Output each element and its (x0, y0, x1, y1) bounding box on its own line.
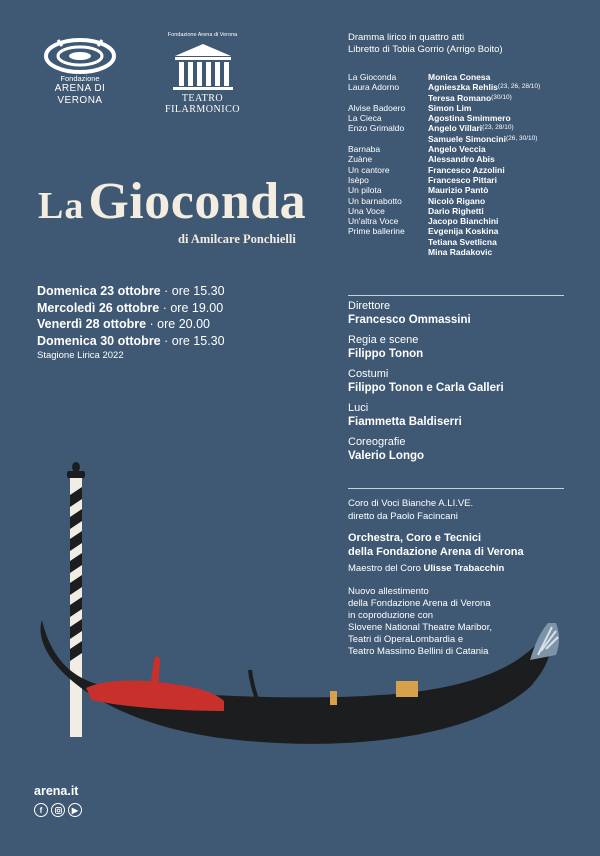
credit-label: Direttore (348, 300, 391, 312)
arena-logo-name: ARENA DI VERONA (54, 83, 106, 106)
youtube-icon[interactable]: ▶ (68, 803, 82, 817)
cast-row (348, 123, 588, 133)
cast-row (348, 196, 588, 206)
credit-luci (348, 402, 578, 429)
cast-row (348, 237, 588, 247)
title-main: Gioconda (88, 173, 307, 230)
prod-line: Teatri di OperaLombardia e (348, 634, 464, 645)
cast-singer: Alessandro Abis (428, 154, 495, 165)
orchestra-line1: Orchestra, Coro e Tecnici (348, 532, 482, 544)
credit-label: Coreografie (348, 436, 406, 448)
cast-row (348, 154, 588, 164)
cast-singer: Agostina Smimmero (428, 113, 511, 124)
teatro-logo-name: TEATRO FILARMONICO (165, 93, 240, 115)
cast-row (348, 113, 588, 123)
season-label: Stagione Lirica 2022 (37, 350, 124, 361)
cast-singer: Francesco Pittari (428, 174, 497, 185)
credit-costumi (348, 368, 578, 395)
cast-role: Un pilota (348, 185, 382, 196)
cast-singer: Maurizio Pantò (428, 185, 489, 196)
cast-dates-note: (23, 28/10) (482, 124, 514, 132)
credit-label: Regia e scene (348, 334, 419, 346)
gondola-ferro (530, 623, 559, 660)
prod-line: della Fondazione Arena di Verona (348, 598, 491, 609)
composer: di Amilcare Ponchielli (178, 232, 296, 246)
cast-singer: Evgenija Koskina (428, 226, 499, 237)
cast-row (348, 134, 588, 144)
date-day: Domenica 30 ottobre (37, 333, 161, 348)
social-links (34, 803, 82, 817)
date-row (37, 316, 225, 333)
cast-row (348, 226, 588, 236)
credit-direttore (348, 300, 578, 327)
website-link[interactable]: arena.it (34, 784, 79, 798)
maestro-label: Maestro del Coro (348, 563, 424, 574)
cast-singer: Simon Lim (428, 102, 472, 113)
cast-role: Un barnabotto (348, 195, 402, 206)
cast-role: Una Voce (348, 205, 385, 216)
cast-role: Un'altra Voce (348, 216, 399, 227)
cast-singer: Tetiana Svetlicna (428, 236, 497, 247)
cast-dates-note: (26, 30/10) (505, 134, 538, 142)
theatre-facade-icon (171, 42, 235, 92)
cast-singer: Dario Righetti (428, 205, 484, 216)
cast-row (348, 175, 588, 185)
prod-line: Slovene National Theatre Maribor, (348, 622, 492, 633)
credit-name: Filippo Tonon e Carla Galleri (348, 382, 504, 394)
credit-name: Francesco Ommassini (348, 314, 471, 326)
cast-row (348, 72, 588, 82)
cast-dates-note: (30/10) (491, 93, 512, 101)
date-day: Mercoledì 26 ottobre (37, 300, 160, 315)
arena-amphitheatre-icon (44, 34, 116, 74)
cast-role: Alvise Badoero (348, 102, 406, 113)
cast-singer: Nicolò Rigano (428, 195, 486, 206)
cast-singer: Angelo Villari (428, 123, 483, 134)
cast-row (348, 216, 588, 226)
arena-logo-fondazione: Fondazione (60, 74, 100, 83)
opera-intro (348, 32, 503, 56)
date-row (37, 283, 225, 300)
credit-name: Valerio Longo (348, 450, 425, 462)
facebook-icon[interactable]: f (34, 803, 48, 817)
cast-singer: Monica Conesa (428, 72, 491, 82)
coro-director: diretto da Paolo Facincani (348, 511, 458, 522)
date-day: Domenica 23 ottobre (37, 284, 161, 298)
cast-row (348, 247, 588, 257)
cast-role: Isèpo (348, 174, 369, 185)
teatro-filarmonico-logo[interactable] (145, 32, 260, 115)
cast-singer: Francesco Azzolini (428, 164, 505, 175)
cast-role: Prime ballerine (348, 226, 405, 237)
credit-name: Filippo Tonon (348, 348, 424, 360)
arena-di-verona-logo[interactable] (32, 34, 128, 107)
mooring-pole (67, 462, 85, 737)
date-time: · ore 20.00 (146, 317, 210, 331)
title-article: La (38, 185, 85, 227)
teatro-logo-fondazione: Fondazione Arena di Verona (167, 32, 238, 38)
cast-role (348, 247, 428, 257)
cast-role: La Cieca (348, 113, 382, 124)
prod-line: Nuovo allestimento (348, 586, 429, 597)
intro-genre: Dramma lirico in quattro atti (348, 32, 465, 43)
date-time: · ore 15.30 (160, 284, 225, 298)
cast-singer: Agnieszka Rehlis (428, 82, 498, 93)
credit-regia (348, 334, 578, 361)
prod-line: Teatro Massimo Bellini di Catania (348, 646, 489, 657)
date-day: Venerdì 28 ottobre (37, 317, 147, 331)
cast-role (348, 93, 428, 103)
cast-dates-note: (23, 26, 28/10) (497, 83, 541, 91)
cast-singer: Samuele Simoncini (428, 133, 506, 144)
cast-row (348, 206, 588, 216)
cast-row (348, 165, 588, 175)
cast-singer: Angelo Veccia (428, 144, 486, 155)
cast-role (348, 134, 428, 144)
cast-singer: Jacopo Bianchini (428, 216, 499, 227)
date-row (37, 300, 225, 317)
date-time: · ore 19.00 (159, 300, 224, 315)
cast-list (348, 72, 588, 257)
cast-row (348, 93, 588, 103)
cast-singer: Teresa Romano (428, 92, 492, 103)
cast-singer: Mina Radakovic (428, 247, 493, 258)
production-credits (348, 300, 578, 470)
cast-role: La Gioconda (348, 72, 397, 82)
credit-name: Fiammetta Baldiserri (348, 416, 462, 428)
cast-role: Barnaba (348, 144, 381, 155)
cast-role: Un cantore (348, 164, 390, 175)
prod-line: in coproduzione con (348, 610, 434, 621)
coro-name: Coro di Voci Bianche A.LI.VE. (348, 498, 474, 509)
maestro-name: Ulisse Trabacchin (423, 563, 505, 574)
cast-row (348, 185, 588, 195)
cast-role: Enzo Grimaldo (348, 123, 405, 134)
cast-role: Laura Adorno (348, 82, 400, 93)
gold-cushion (396, 681, 418, 697)
divider-top (348, 295, 564, 296)
cast-row (348, 103, 588, 113)
instagram-icon[interactable] (51, 803, 65, 817)
date-time: · ore 15.30 (160, 333, 225, 348)
opera-title (38, 172, 306, 231)
cast-role: Zuàne (348, 154, 373, 165)
gondola-illustration (0, 455, 600, 765)
intro-libretto: Libretto di Tobia Gorrio (Arrigo Boito) (348, 44, 503, 55)
cast-role (348, 237, 428, 247)
cast-row (348, 144, 588, 154)
orchestra-line2: della Fondazione Arena di Verona (348, 546, 524, 558)
date-row (37, 333, 225, 350)
credit-label: Costumi (348, 368, 389, 380)
credit-label: Luci (348, 402, 369, 414)
performance-dates (37, 283, 225, 363)
cast-row (348, 82, 588, 92)
